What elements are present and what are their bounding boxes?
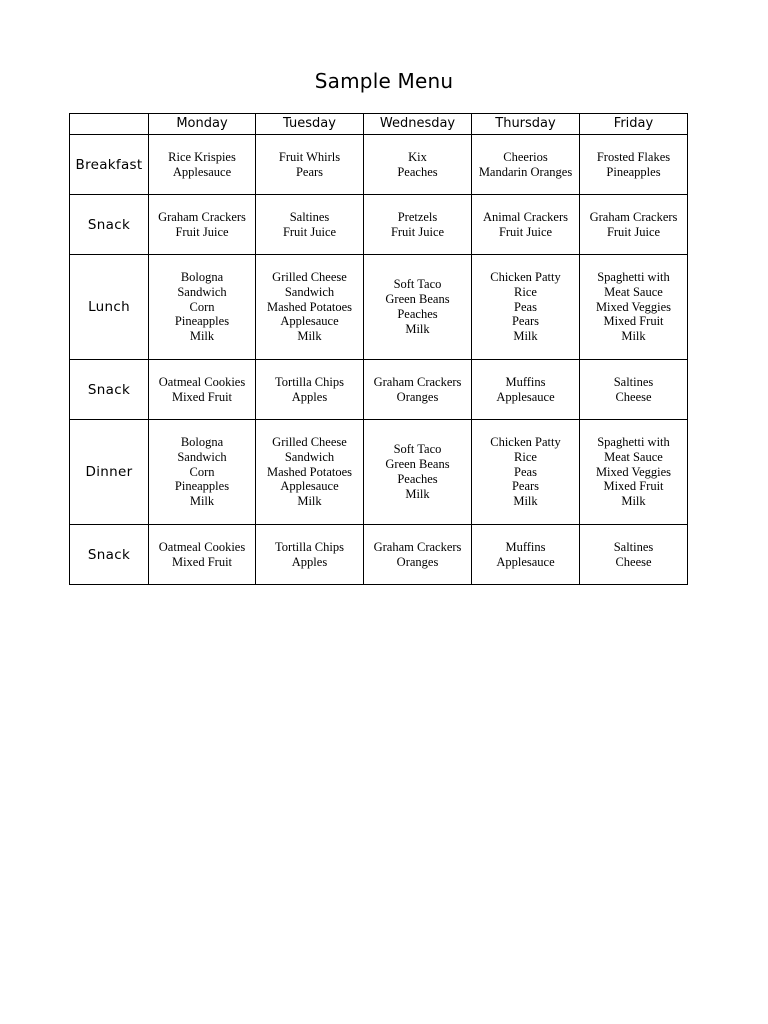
meal-row [70,255,688,360]
menu-item: Sandwich [284,449,335,464]
menu-cell-wednesday [364,135,472,195]
menu-cell-friday [580,420,688,525]
meal-label: Snack [70,195,149,255]
menu-item: Mixed Fruit [171,554,233,569]
page-title: Sample Menu [314,69,454,93]
menu-cell-thursday [472,420,580,525]
meal-row [70,135,688,195]
menu-item: Mandarin Oranges [478,164,573,179]
corner-cell [70,114,149,135]
menu-item: Chicken Patty [490,435,561,449]
menu-item: Soft Taco [393,277,442,292]
menu-item: Peas [514,464,537,479]
meal-label: Breakfast [70,135,149,195]
menu-cell-friday [580,195,688,255]
menu-item: Corn [189,464,215,479]
menu-item: Milk [297,329,322,344]
menu-item: Fruit Juice [282,224,337,239]
menu-table [69,113,688,585]
menu-item: Milk [189,329,215,344]
menu-cell-wednesday [364,420,472,525]
menu-item: Oatmeal Cookies [158,374,246,389]
menu-item: Meat Sauce [604,284,663,299]
menu-item: Cheese [615,554,652,569]
menu-item: Pineapples [606,164,661,179]
menu-item: Animal Crackers [482,209,569,224]
menu-item: Spaghetti with [597,435,670,449]
menu-item: Frosted Flakes [596,149,671,164]
menu-item: Cheese [615,389,652,404]
menu-item: Bologna [180,435,224,449]
day-header-row [70,114,688,135]
menu-item: Sandwich [284,284,335,299]
menu-item: Mixed Veggies [595,299,672,314]
menu-cell-thursday [472,360,580,420]
menu-item: Saltines [289,209,330,224]
menu-cell-friday [580,360,688,420]
meal-row [70,525,688,585]
menu-cell-monday [149,195,256,255]
menu-cell-monday [149,135,256,195]
menu-item: Green Beans [385,457,450,472]
menu-item: Milk [405,486,430,501]
menu-item: Pineapples [174,314,230,329]
menu-item: Green Beans [385,292,450,307]
meal-label: Snack [70,360,149,420]
menu-item: Rice [514,449,537,464]
menu-item: Sandwich [177,449,227,464]
menu-item: Grilled Cheese [272,435,347,449]
menu-cell-wednesday [364,195,472,255]
menu-item: Grilled Cheese [272,270,347,284]
menu-item: Pears [511,314,540,329]
day-header-wednesday: Wednesday [364,114,472,135]
meal-label: Dinner [70,420,149,525]
menu-item: Rice [514,284,537,299]
menu-cell-thursday [472,525,580,585]
menu-item: Kix [408,149,427,164]
menu-item: Milk [621,494,646,509]
menu-item: Fruit Juice [390,224,445,239]
menu-item: Apples [291,389,328,404]
meal-label: Snack [70,525,149,585]
menu-item: Spaghetti with [597,270,670,284]
menu-cell-tuesday [256,255,364,360]
menu-item: Pineapples [174,479,230,494]
menu-cell-thursday [472,135,580,195]
menu-item: Peaches [397,307,438,321]
menu-item: Chicken Patty [490,270,561,284]
menu-item: Soft Taco [393,442,442,457]
menu-item: Mixed Fruit [603,479,664,494]
menu-cell-tuesday [256,420,364,525]
menu-item: Rice Krispies [168,149,236,164]
menu-item: Corn [189,299,215,314]
menu-item: Pears [511,479,540,494]
menu-item: Fruit Juice [498,224,553,239]
menu-item: Oranges [396,554,439,569]
menu-item: Pretzels [397,209,438,224]
menu-item: Mashed Potatoes [266,299,353,314]
menu-item: Apples [291,554,328,569]
menu-item: Muffins [505,539,546,554]
menu-item: Graham Crackers [373,374,462,389]
menu-item: Oatmeal Cookies [158,539,246,554]
menu-item: Graham Crackers [373,539,462,554]
menu-item: Fruit Juice [175,224,229,239]
menu-item: Graham Crackers [589,209,678,224]
menu-cell-wednesday [364,525,472,585]
menu-item: Milk [405,321,430,336]
menu-body [70,135,688,585]
menu-cell-wednesday [364,360,472,420]
menu-item: Applesauce [496,554,555,569]
menu-item: Tortilla Chips [275,539,344,554]
menu-item: Milk [621,329,646,344]
menu-item: Fruit Juice [606,224,661,239]
menu-item: Bologna [180,270,224,284]
day-header-friday: Friday [580,114,688,135]
meal-label: Lunch [70,255,149,360]
menu-item: Peaches [397,472,438,486]
menu-item: Graham Crackers [158,209,246,224]
menu-cell-monday [149,420,256,525]
meal-row [70,420,688,525]
menu-cell-thursday [472,195,580,255]
menu-item: Saltines [613,539,654,554]
menu-cell-friday [580,525,688,585]
menu-item: Applesauce [280,479,339,494]
menu-item: Mixed Fruit [603,314,664,329]
menu-item: Oranges [396,389,439,404]
menu-cell-monday [149,360,256,420]
day-header-thursday: Thursday [472,114,580,135]
menu-item: Peas [514,299,537,314]
menu-item: Mashed Potatoes [266,464,353,479]
menu-cell-friday [580,135,688,195]
day-header-monday: Monday [149,114,256,135]
menu-item: Saltines [613,374,654,389]
menu-item: Meat Sauce [604,449,663,464]
menu-cell-monday [149,525,256,585]
menu-item: Milk [189,494,215,509]
menu-item: Cheerios [503,149,548,164]
menu-cell-tuesday [256,195,364,255]
menu-item: Tortilla Chips [275,374,344,389]
menu-item: Milk [297,494,322,509]
menu-item: Applesauce [172,164,232,179]
menu-item: Milk [513,494,538,509]
menu-cell-friday [580,255,688,360]
day-header-tuesday: Tuesday [256,114,364,135]
menu-item: Pears [295,164,324,179]
meal-row [70,195,688,255]
menu-item: Muffins [505,374,546,389]
menu-cell-wednesday [364,255,472,360]
menu-item: Applesauce [280,314,339,329]
menu-item: Sandwich [177,284,227,299]
menu-item: Peaches [397,164,438,179]
menu-item: Applesauce [496,389,555,404]
menu-cell-monday [149,255,256,360]
menu-item: Mixed Fruit [171,389,233,404]
menu-item: Milk [513,329,538,344]
menu-cell-tuesday [256,525,364,585]
menu-item: Mixed Veggies [595,464,672,479]
menu-item: Fruit Whirls [278,149,341,164]
menu-cell-tuesday [256,135,364,195]
menu-cell-tuesday [256,360,364,420]
menu-cell-thursday [472,255,580,360]
meal-row [70,360,688,420]
